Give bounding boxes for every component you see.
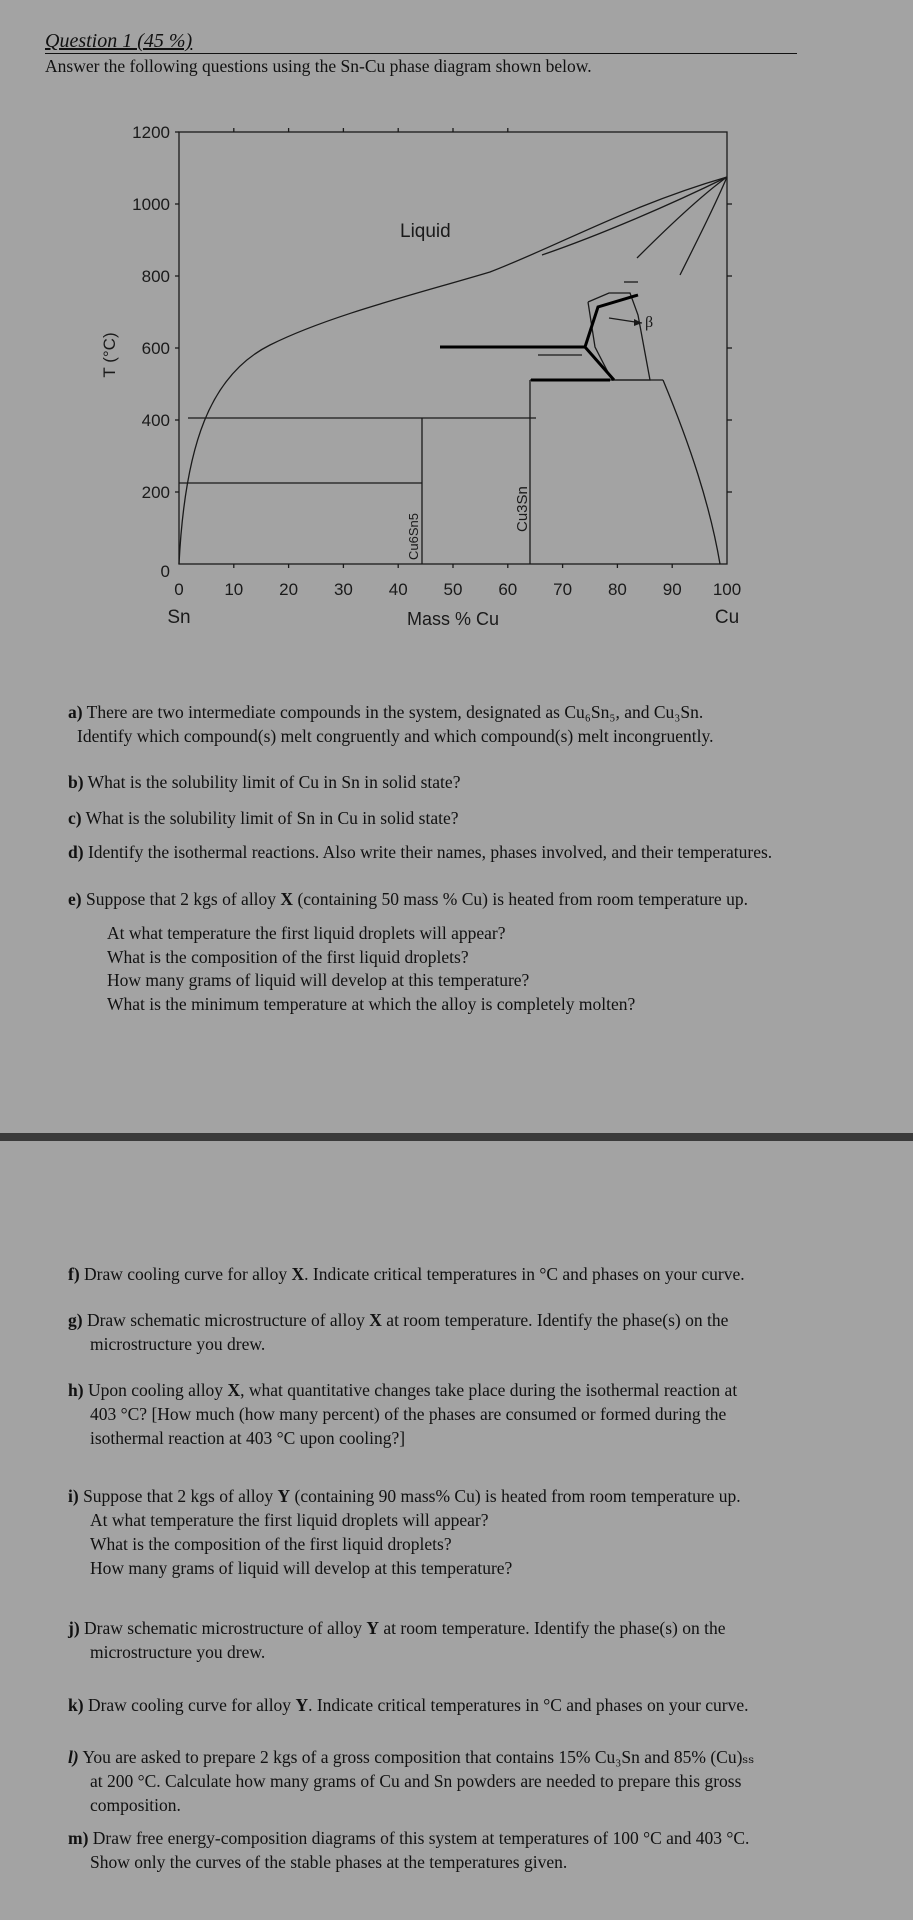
sn-cu-phase-diagram	[90, 115, 790, 645]
y-tick-label: 1200	[132, 123, 170, 142]
y-tick-label: 600	[141, 339, 170, 358]
page-divider	[0, 1133, 913, 1141]
question-g: g) Draw schematic microstructure of alloy X at room temperature. Identify the phase(s) on the microstructure you drew.	[68, 1310, 729, 1354]
y-tick-label: 200	[141, 483, 170, 502]
x-tick-label: 0	[174, 580, 184, 599]
liquidus-upper-curve	[542, 177, 727, 255]
y-tick-marks	[175, 132, 732, 492]
question-e-sub: At what temperature the first liquid droplets will appear? What is the composition of the first liquid droplets? How many grams of liquid will develop at this temperature? What is the minimum temperature at which the alloy is completely molten?	[107, 923, 636, 1014]
x-tick-label: 20	[279, 580, 299, 599]
question-b: b) What is the solubility limit of Cu in Sn in solid state?	[68, 772, 461, 792]
cu-solvus-curve	[663, 380, 720, 564]
question-m: m) Draw free energy-composition diagrams of this system at temperatures of 100 °C and 403 °C. Show only the curves of the stable phases at the temperatures given.	[68, 1828, 750, 1872]
liquidus-curve	[179, 177, 727, 564]
y-tick-label: 1000	[132, 195, 170, 214]
y-tick-label: 800	[141, 267, 170, 286]
x-tick-label: 50	[443, 580, 463, 599]
x-tick-label: 30	[333, 580, 353, 599]
cu6sn5-label: Cu6Sn5	[406, 513, 421, 560]
question-i: i) Suppose that 2 kgs of alloy Y (containing 90 mass% Cu) is heated from room temperature up. At what temperature the first liquid droplets will appear? What is the composition of the first liquid droplets? How many grams of liquid will develop at this temperature?	[68, 1486, 741, 1578]
cu3sn-label: Cu3Sn	[514, 486, 531, 532]
question-c: c) What is the solubility limit of Sn in Cu in solid state?	[68, 808, 459, 828]
beta-label: β	[645, 314, 654, 331]
question-j: j) Draw schematic microstructure of alloy Y at room temperature. Identify the phase(s) on the microstructure you drew.	[68, 1618, 726, 1662]
question-l: l) You are asked to prepare 2 kgs of a gross composition that contains 15% Cu₃Sn and 85% (Cu)ₛₛ at 200 °C. Calculate how many grams of Cu and Sn powders are needed to prepare this gross composition.	[68, 1747, 755, 1815]
question-d: d) Identify the isothermal reactions. Also write their names, phases involved, and their temperatures.	[68, 842, 773, 862]
x-tick-label: 40	[388, 580, 408, 599]
cu-end-label: Cu	[714, 607, 740, 628]
question-a: a) There are two intermediate compounds in the system, designated as Cu₆Sn₅, and Cu₃Sn. Identify which compound(s) melt congruently and which compound(s) melt incongruently.	[68, 702, 714, 746]
x-tick-label: 70	[553, 580, 573, 599]
y-tick-label: 400	[141, 411, 170, 430]
sn-end-label: Sn	[167, 607, 191, 628]
x-tick-label: 80	[607, 580, 627, 599]
y-tick-label: 0	[160, 562, 170, 581]
cu-liquidus-curve	[637, 177, 727, 258]
cu-solidus-curve	[680, 177, 727, 275]
question-e: e) Suppose that 2 kgs of alloy X (containing 50 mass % Cu) is heated from room temperature up.	[68, 889, 748, 909]
question-intro: Answer the following questions using the Sn-Cu phase diagram shown below.	[45, 56, 592, 76]
liquid-region-label: Liquid	[400, 221, 451, 242]
x-tick-label: 100	[712, 580, 742, 599]
question-f: f) Draw cooling curve for alloy X. Indicate critical temperatures in °C and phases on your curve.	[68, 1264, 745, 1284]
x-tick-label: 60	[498, 580, 518, 599]
x-tick-label: 90	[662, 580, 682, 599]
x-tick-label: 10	[224, 580, 244, 599]
x-axis-label: Mass % Cu	[406, 609, 500, 629]
question-k: k) Draw cooling curve for alloy Y. Indicate critical temperatures in °C and phases on your curve.	[68, 1695, 749, 1715]
question-h: h) Upon cooling alloy X, what quantitative changes take place during the isothermal reaction at 403 °C? [How much (how many percent) of the phases are consumed or formed during the isothermal reaction at 403 °C upon cooling?]	[68, 1380, 738, 1448]
y-axis-label: T (°C)	[100, 332, 119, 378]
question-title: Question 1 (45 %)	[45, 30, 797, 54]
